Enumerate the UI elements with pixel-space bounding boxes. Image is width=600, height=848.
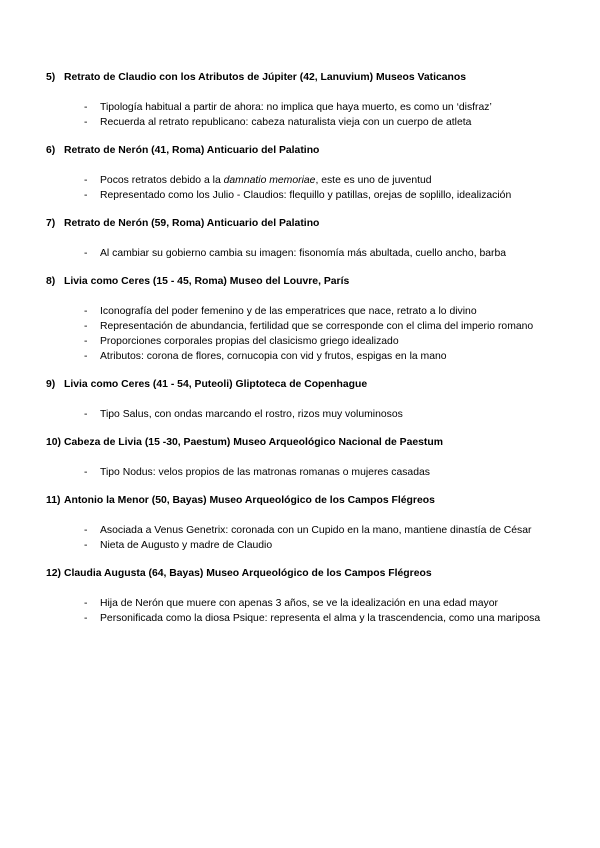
section-9 — [0, 378, 600, 436]
section-number: 6) — [46, 145, 56, 156]
bullet-dash: - — [84, 174, 88, 186]
section-7 — [0, 217, 600, 275]
bullet-list — [0, 465, 600, 480]
bullet-text: Tipo Nodus: velos propios de las matronas romanas o mujeres casadas — [100, 466, 430, 478]
section-title: Livia como Ceres (15 - 45, Roma) Museo del Louvre, París — [64, 276, 350, 287]
list-item — [0, 334, 600, 349]
section-number: 10) — [46, 437, 62, 448]
list-item — [0, 596, 600, 611]
list-item — [0, 304, 600, 319]
bullet-text: Hija de Nerón que muere con apenas 3 años, se ve la idealización en una edad mayor — [100, 597, 498, 609]
bullet-list — [0, 173, 600, 203]
list-item — [0, 319, 600, 334]
list-item — [0, 188, 600, 203]
bullet-dash: - — [84, 408, 88, 420]
list-item — [0, 246, 600, 261]
section-heading — [0, 217, 600, 231]
bullet-list — [0, 100, 600, 130]
list-item — [0, 523, 600, 538]
section-heading — [0, 494, 600, 508]
section-title: Cabeza de Livia (15 -30, Paestum) Museo Arqueológico Nacional de Paestum — [64, 437, 443, 448]
section-number: 5) — [46, 72, 56, 83]
section-heading — [0, 71, 600, 85]
section-heading — [0, 378, 600, 392]
section-number: 12) — [46, 568, 62, 579]
bullet-dash: - — [84, 320, 88, 332]
bullet-dash: - — [84, 189, 88, 201]
list-item — [0, 173, 600, 188]
bullet-text: Representado como los Julio - Claudios: flequillo y patillas, orejas de soplillo, idealización — [100, 189, 512, 201]
list-item — [0, 538, 600, 553]
section-number: 11) — [46, 495, 61, 506]
list-item — [0, 100, 600, 115]
bullet-text: Tipología habitual a partir de ahora: no implica que haya muerto, es como un ‘disfraz’ — [100, 101, 492, 113]
list-item — [0, 115, 600, 130]
section-title: Livia como Ceres (41 - 54, Puteoli) Gliptoteca de Copenhague — [64, 379, 368, 390]
bullet-text: Al cambiar su gobierno cambia su imagen: fisonomía más abultada, cuello ancho, barba — [100, 247, 507, 259]
bullet-list — [0, 523, 600, 553]
section-title: Retrato de Nerón (41, Roma) Anticuario del Palatino — [64, 145, 320, 156]
list-item — [0, 349, 600, 364]
bullet-dash: - — [84, 524, 88, 536]
bullet-dash: - — [84, 597, 88, 609]
section-11 — [0, 494, 600, 567]
section-title: Retrato de Claudio con los Atributos de Júpiter (42, Lanuvium) Museos Vaticanos — [64, 72, 467, 83]
bullet-text: Iconografía del poder femenino y de las emperatrices que nace, retrato a lo divino — [100, 305, 477, 317]
section-title: Retrato de Nerón (59, Roma) Anticuario del Palatino — [64, 218, 320, 229]
bullet-dash: - — [84, 350, 88, 362]
section-5 — [0, 71, 600, 144]
section-heading — [0, 275, 600, 289]
bullet-dash: - — [84, 466, 88, 478]
bullet-text — [100, 173, 432, 188]
bullet-text-after: , este es uno de juventud — [315, 174, 432, 186]
bullet-dash: - — [84, 335, 88, 347]
list-item — [0, 611, 600, 626]
section-number: 9) — [46, 379, 56, 390]
bullet-text: Personificada como la diosa Psique: representa el alma y la trascendencia, como una mariposa — [100, 612, 541, 624]
section-number: 8) — [46, 276, 56, 287]
section-title: Claudia Augusta (64, Bayas) Museo Arqueológico de los Campos Flégreos — [64, 568, 432, 579]
bullet-dash: - — [84, 101, 88, 113]
bullet-dash: - — [84, 305, 88, 317]
bullet-text: Nieta de Augusto y madre de Claudio — [100, 539, 273, 551]
bullet-dash: - — [84, 116, 88, 128]
bullet-text-before: Pocos retratos debido a la — [100, 174, 224, 186]
section-heading — [0, 436, 600, 450]
bullet-text-italic: damnatio memoriae — [223, 174, 316, 186]
bullet-text: Recuerda al retrato republicano: cabeza naturalista vieja con un cuerpo de atleta — [100, 116, 472, 128]
bullet-dash: - — [84, 539, 88, 551]
section-6 — [0, 144, 600, 217]
document-page — [0, 71, 600, 626]
section-10 — [0, 436, 600, 494]
bullet-text: Asociada a Venus Genetrix: coronada con un Cupido en la mano, mantiene dinastía de César — [100, 524, 532, 536]
list-item — [0, 465, 600, 480]
list-item — [0, 407, 600, 422]
section-heading — [0, 144, 600, 158]
bullet-text: Representación de abundancia, fertilidad que se corresponde con el clima del imperio romano — [100, 320, 534, 332]
bullet-dash: - — [84, 612, 88, 624]
section-number: 7) — [46, 218, 56, 229]
bullet-list — [0, 596, 600, 626]
bullet-text: Atributos: corona de flores, cornucopia con vid y frutos, espigas en la mano — [100, 350, 447, 362]
section-title: Antonio la Menor (50, Bayas) Museo Arqueológico de los Campos Flégreos — [64, 495, 435, 506]
bullet-list — [0, 246, 600, 261]
bullet-dash: - — [84, 247, 88, 259]
section-8 — [0, 275, 600, 378]
section-heading — [0, 567, 600, 581]
bullet-list — [0, 304, 600, 364]
section-12 — [0, 567, 600, 626]
bullet-text: Tipo Salus, con ondas marcando el rostro, rizos muy voluminosos — [100, 408, 403, 420]
bullet-text: Proporciones corporales propias del clasicismo griego idealizado — [100, 335, 399, 347]
bullet-list — [0, 407, 600, 422]
